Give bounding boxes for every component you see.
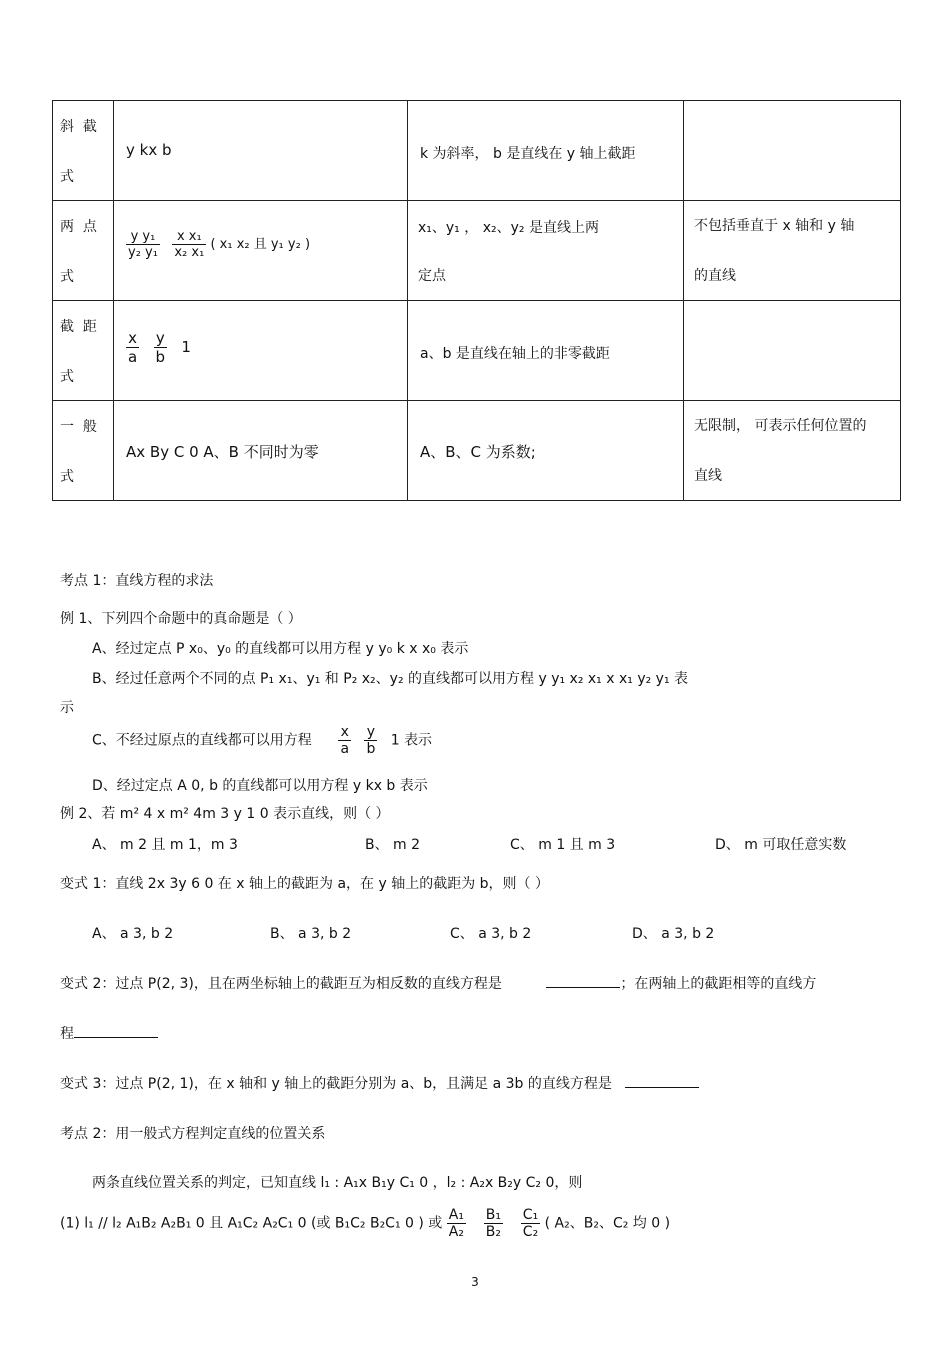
answer-blank[interactable] <box>546 975 620 988</box>
label-char: 两 <box>60 219 74 235</box>
section-heading-1: 考点 1：直线方程的求法 <box>60 573 214 589</box>
fraction <box>126 229 160 260</box>
variant-1-option-a: A、 a 3, b 2 <box>92 926 174 942</box>
fraction <box>338 724 351 757</box>
example-1-question: 例 1、下列四个命题中的真命题是（ ） <box>60 611 302 627</box>
denominator: a <box>128 348 138 366</box>
fraction <box>484 1207 503 1240</box>
row-label <box>60 415 97 490</box>
label-char: 式 <box>60 269 74 285</box>
table-row <box>53 201 901 301</box>
denominator: A₂ <box>448 1224 464 1240</box>
fraction <box>521 1207 540 1240</box>
row-label <box>60 315 97 390</box>
fraction <box>154 329 168 366</box>
limit-line: 不包括垂直于 x 轴和 y 轴 <box>694 218 855 234</box>
rhs: 1 <box>181 338 191 356</box>
variant-1-option-b: B、 a 3, b 2 <box>270 926 352 942</box>
numerator: y <box>154 329 168 348</box>
variant-2-question <box>60 973 816 993</box>
line-equation-table <box>52 100 901 501</box>
label-char: 一 <box>60 419 74 435</box>
answer-blank[interactable] <box>625 1075 699 1088</box>
numerator: B₁ <box>485 1207 501 1223</box>
label-char: 式 <box>60 169 74 185</box>
denominator: x₂ x₁ <box>174 245 205 260</box>
option-text: C、不经过原点的直线都可以用方程 <box>92 732 312 749</box>
answer-blank[interactable] <box>74 1025 158 1038</box>
option-text: 1 表示 <box>390 732 433 749</box>
table-row <box>53 101 901 201</box>
example-1-option-b: B、经过任意两个不同的点 P₁ x₁、y₁ 和 P₂ x₂、y₂ 的直线都可以用方程 y y₁ x₂ x₁ x x₁ y₂ y₁ 表 <box>92 671 689 687</box>
question-text: ；在两轴上的截距相等的直线方 <box>620 976 817 992</box>
table-row <box>53 301 901 401</box>
condition-1 <box>60 1207 670 1240</box>
numerator: y <box>364 724 377 741</box>
question-text: 变式 3：过点 P(2, 1)，在 x 轴和 y 轴上的截距分别为 a、b，且满足 a 3b 的直线方程是 <box>60 1076 612 1092</box>
example-1-option-d: D、经过定点 A 0, b 的直线都可以用方程 y kx b 表示 <box>92 778 428 794</box>
label-char: 式 <box>60 369 74 385</box>
denominator: B₂ <box>485 1224 501 1240</box>
formula: Ax By C 0 A、B 不同时为零 <box>126 443 319 461</box>
fraction <box>364 724 377 757</box>
meaning-line: x₁、y₁ ， x₂、y₂ 是直线上两 <box>418 220 599 236</box>
variant-1-option-c: C、 a 3, b 2 <box>450 926 532 942</box>
example-1-option-a: A、经过定点 P x₀、y₀ 的直线都可以用方程 y y₀ k x x₀ 表示 <box>92 641 469 657</box>
numerator: C₁ <box>522 1207 539 1223</box>
numerator: x <box>126 329 139 348</box>
numerator: A₁ <box>448 1207 464 1223</box>
example-2-option-a: A、 m 2 且 m 1，m 3 <box>92 837 238 853</box>
fraction <box>447 1207 466 1240</box>
example-2-option-d: D、 m 可取任意实数 <box>715 837 847 853</box>
row-label <box>60 215 97 290</box>
table-row <box>53 401 901 501</box>
question-text: 程 <box>60 1026 74 1042</box>
meaning-line: 定点 <box>418 268 446 284</box>
intercept-formula <box>126 329 191 366</box>
fraction <box>172 229 206 260</box>
numerator: x <box>338 724 351 741</box>
example-1-option-b-cont: 示 <box>60 700 74 716</box>
judge-intro: 两条直线位置关系的判定，已知直线 l₁ : A₁x B₁y C₁ 0 ，l₂ : A₂x B₂y C₂ 0，则 <box>92 1175 583 1191</box>
formula: y kx b <box>126 141 172 159</box>
label-char: 式 <box>60 469 74 485</box>
section-heading-2: 考点 2：用一般式方程判定直线的位置关系 <box>60 1126 326 1142</box>
label-char: 般 <box>82 419 97 435</box>
denominator: b <box>155 348 166 366</box>
meaning: A、B、C 为系数; <box>420 443 536 461</box>
denominator: b <box>366 741 376 757</box>
label-char: 截 <box>82 119 97 135</box>
page-number: 3 <box>471 1275 479 1289</box>
example-2-option-c: C、 m 1 且 m 3 <box>510 837 616 853</box>
example-1-option-c <box>92 724 432 757</box>
denominator: y₂ y₁ <box>128 245 158 260</box>
example-2-option-b: B、 m 2 <box>365 837 421 853</box>
question-text: 变式 2：过点 P(2, 3)，且在两坐标轴上的截距互为相反数的直线方程是 <box>60 976 502 992</box>
label-char: 距 <box>82 319 97 335</box>
meaning: k 为斜率， b 是直线在 y 轴上截距 <box>420 146 636 162</box>
label-char: 点 <box>82 219 97 235</box>
variant-3-question <box>60 1073 699 1093</box>
variant-2-question-cont <box>60 1023 158 1043</box>
label-char: 斜 <box>60 119 74 135</box>
denominator: a <box>340 741 350 757</box>
condition-text: ( A₂、B₂、C₂ 均 0 ) <box>544 1215 671 1232</box>
condition: ( x₁ x₂ 且 y₁ y₂ ) <box>210 237 311 252</box>
numerator: x x₁ <box>172 229 206 245</box>
condition-text: (1) l₁ // l₂ A₁B₂ A₂B₁ 0 且 A₁C₂ A₂C₁ 0 (或 B₁C₂ B₂C₁ 0 ) 或 <box>60 1215 443 1232</box>
variant-1-option-d: D、 a 3, b 2 <box>632 926 715 942</box>
two-point-formula <box>126 229 310 260</box>
limit-line: 直线 <box>694 468 722 484</box>
variant-1-question: 变式 1：直线 2x 3y 6 0 在 x 轴上的截距为 a，在 y 轴上的截距为 b，则（ ） <box>60 876 549 892</box>
row-label <box>60 115 97 190</box>
numerator: y y₁ <box>126 229 160 245</box>
meaning: a、b 是直线在轴上的非零截距 <box>420 346 610 362</box>
example-2-question: 例 2、若 m² 4 x m² 4m 3 y 1 0 表示直线，则（ ） <box>60 806 390 822</box>
fraction <box>126 329 139 366</box>
label-char: 截 <box>60 319 74 335</box>
limit-line: 的直线 <box>694 268 736 284</box>
limit-line: 无限制， 可表示任何位置的 <box>694 418 867 434</box>
denominator: C₂ <box>522 1224 539 1240</box>
